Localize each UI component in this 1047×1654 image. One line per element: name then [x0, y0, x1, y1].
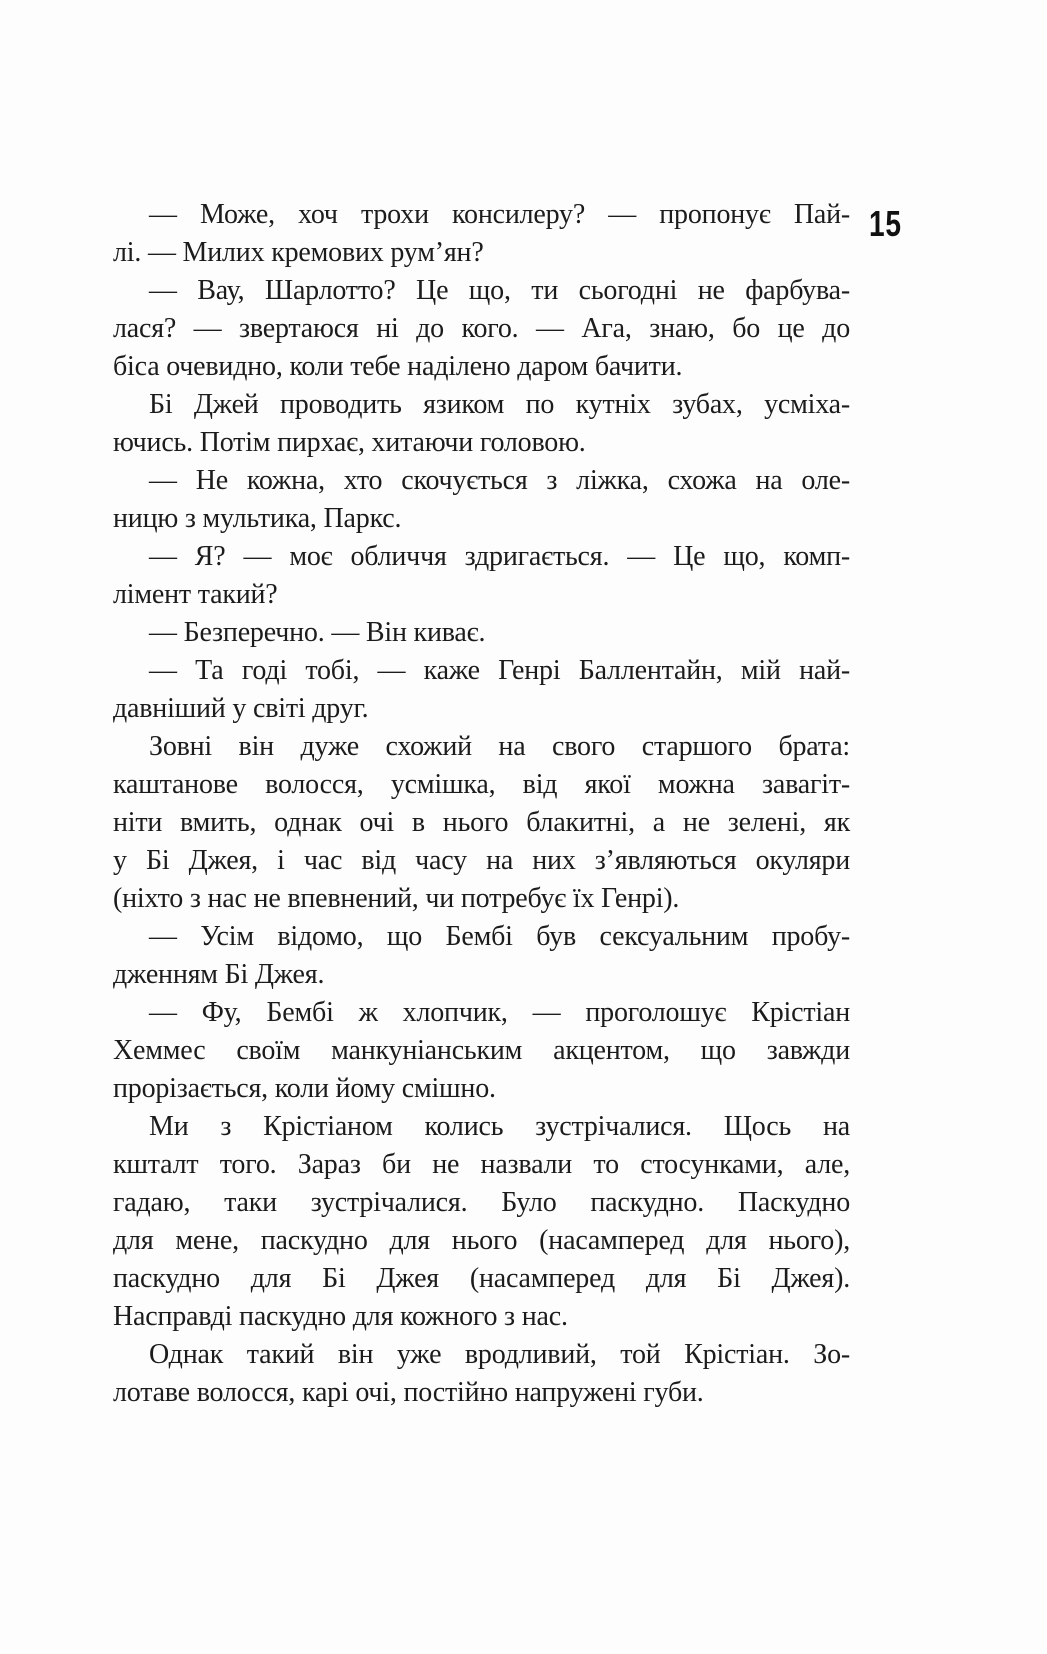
- text-block: [113, 196, 850, 1412]
- text-line: давніший у світі друг.: [113, 693, 369, 724]
- text-line: біса очевидно, коли тебе наділено даром бачити.: [113, 351, 683, 382]
- text-line: — Фу, Бембі ж хлопчик, — проголошує Крістіан: [149, 997, 850, 1028]
- text-line: лі. — Милих кремових рум’ян?: [113, 237, 484, 268]
- text-line: Хеммес своїм манкуніанським акцентом, що завжди: [113, 1035, 850, 1066]
- text-line: — Може, хоч трохи консилеру? — пропонує Пай-: [149, 199, 850, 230]
- text-line: кшталт того. Зараз би не назвали то стосунками, але,: [113, 1149, 850, 1180]
- text-line: ніти вмить, однак очі в нього блакитні, а не зелені, як: [113, 807, 850, 838]
- text-line: лотаве волосся, карі очі, постійно напружені губи.: [113, 1377, 704, 1408]
- text-line: Насправді паскудно для кожного з нас.: [113, 1301, 568, 1332]
- text-line: для мене, паскудно для нього (насамперед для нього),: [113, 1225, 850, 1256]
- text-line: ницю з мультика, Паркс.: [113, 503, 402, 534]
- text-line: паскудно для Бі Джея (насамперед для Бі Джея).: [113, 1263, 850, 1294]
- text-line: — Не кожна, хто скочується з ліжка, схожа на оле-: [149, 465, 850, 496]
- text-line: лася? — звертаюся ні до кого. — Ага, знаю, бо це до: [113, 313, 850, 344]
- text-line: — Та годі тобі, — каже Генрі Баллентайн, мій най-: [149, 655, 850, 686]
- text-line: дженням Бі Джея.: [113, 959, 325, 990]
- text-line: лімент такий?: [113, 579, 278, 610]
- text-line: ючись. Потім пирхає, хитаючи головою.: [113, 427, 586, 458]
- text-line: гадаю, таки зустрічалися. Було паскудно. Паскудно: [113, 1187, 850, 1218]
- text-line: (ніхто з нас не впевнений, чи потребує їх Генрі).: [113, 883, 680, 914]
- text-line: Зовні він дуже схожий на свого старшого брата:: [149, 731, 850, 762]
- text-line: Ми з Крістіаном колись зустрічалися. Щось на: [149, 1111, 850, 1142]
- text-line: — Вау, Шарлотто? Це що, ти сьогодні не фарбува-: [149, 275, 850, 306]
- text-line: прорізається, коли йому смішно.: [113, 1073, 496, 1104]
- text-line: — Безперечно. — Він киває.: [149, 617, 486, 648]
- text-line: каштанове волосся, усмішка, від якої можна завагіт-: [113, 769, 850, 800]
- text-line: Однак такий він уже вродливий, той Крістіан. Зо-: [149, 1339, 850, 1370]
- text-line: — Усім відомо, що Бембі був сексуальним пробу-: [149, 921, 850, 952]
- page-number: 15: [869, 203, 902, 244]
- text-line: Бі Джей проводить язиком по кутніх зубах, усміха-: [149, 389, 850, 420]
- text-line: — Я? — моє обличчя здригається. — Це що, комп-: [149, 541, 850, 572]
- text-line: у Бі Джея, і час від часу на них з’являються окуляри: [113, 845, 850, 876]
